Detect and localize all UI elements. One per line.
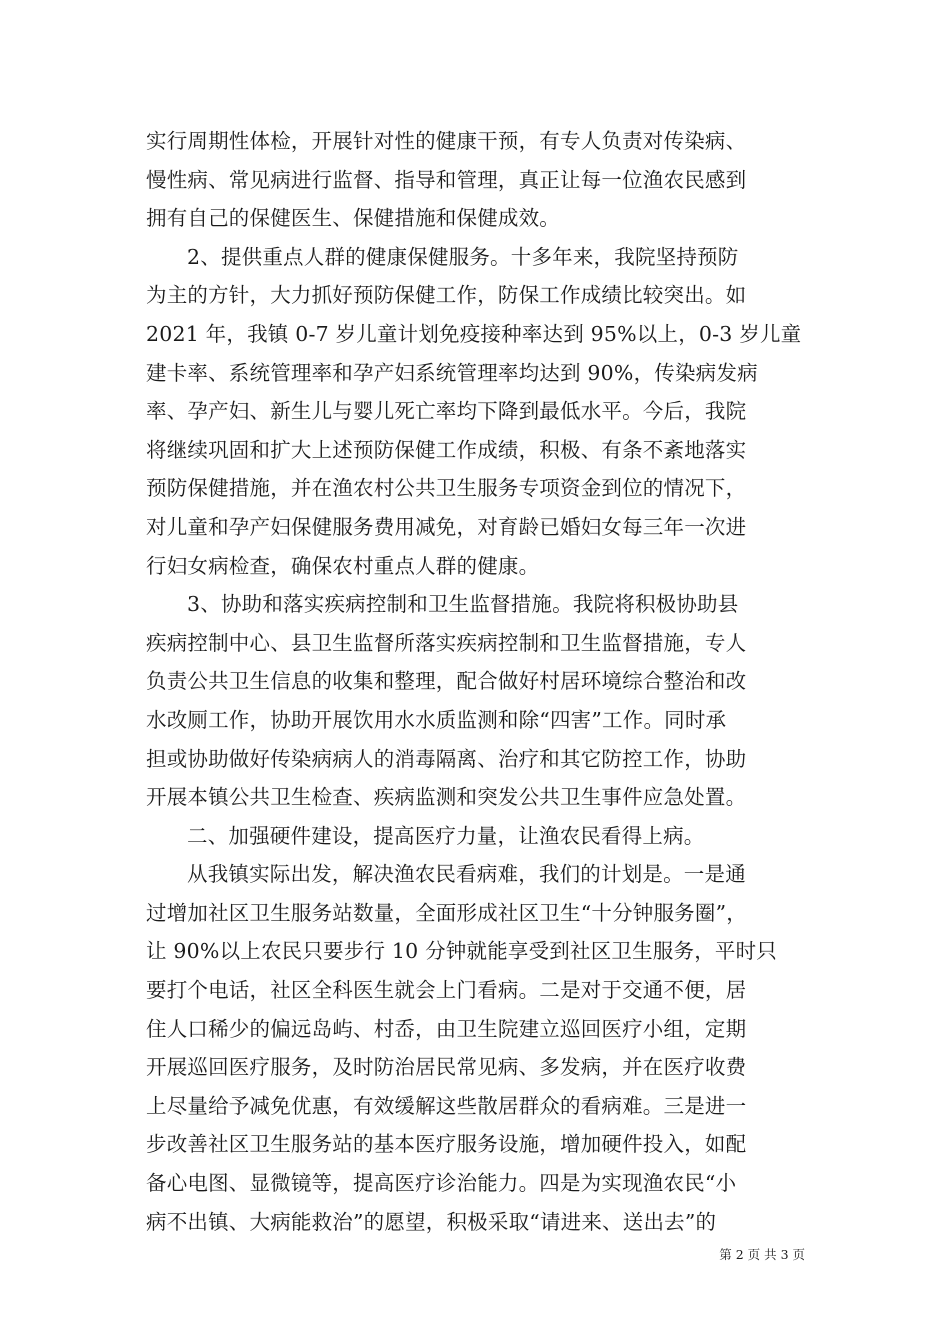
text-line: 2021 年，我镇 0-7 岁儿童计划免疫接种率达到 95%以上，0-3 岁儿童 (146, 321, 802, 346)
text-line: 上尽量给予减免优惠，有效缓解这些散居群众的看病难。三是进一 (146, 1093, 747, 1118)
text-line: 2、提供重点人群的健康保健服务。十多年来，我院坚持预防 (187, 244, 739, 269)
text-line: 过增加社区卫生服务站数量，全面形成社区卫生“十分钟服务圈”， (146, 900, 747, 925)
text-line: 行妇女病检查，确保农村重点人群的健康。 (146, 553, 540, 578)
text-line: 实行周期性体检，开展针对性的健康干预，有专人负责对传染病、 (146, 129, 747, 153)
text-line: 备心电图、显微镜等，提高医疗诊治能力。四是为实现渔农民“小 (146, 1171, 737, 1196)
text-line: 二、加强硬件建设，提高医疗力量，让渔农民看得上病。 (187, 823, 705, 848)
text-line: 让 90%以上农民只要步行 10 分钟就能享受到社区卫生服务，平时只 (146, 939, 777, 964)
text-line: 负责公共卫生信息的收集和整理，配合做好村居环境综合整治和改 (146, 669, 747, 694)
text-line: 开展巡回医疗服务，及时防治居民常见病、多发病，并在医疗收费 (146, 1055, 747, 1080)
text-line: 水改厕工作，协助开展饮用水水质监测和除“四害”工作。同时承 (146, 707, 727, 732)
text-line: 对儿童和孕产妇保健服务费用减免，对育龄已婚妇女每三年一次进 (146, 514, 747, 539)
text-line: 要打个电话，社区全科医生就会上门看病。二是对于交通不便，居 (146, 978, 747, 1003)
text-line: 慢性病、常见病进行监督、指导和管理，真正让每一位渔农民感到 (146, 167, 747, 192)
document-body (146, 122, 816, 1241)
text-line: 拥有自己的保健医生、保健措施和保健成效。 (146, 206, 560, 231)
text-line: 病不出镇、大病能救治”的愿望，积极采取“请进来、送出去”的 (146, 1209, 717, 1234)
text-line: 率、孕产妇、新生儿与婴儿死亡率均下降到最低水平。今后，我院 (146, 399, 747, 424)
text-line: 建卡率、系统管理率和孕产妇系统管理率均达到 90%，传染病发病 (146, 360, 758, 385)
text-line: 3、协助和落实疾病控制和卫生监督措施。我院将积极协助县 (187, 592, 739, 617)
text-line: 住人口稀少的偏远岛屿、村岙，由卫生院建立巡回医疗小组，定期 (146, 1016, 747, 1041)
text-line: 担或协助做好传染病病人的消毒隔离、治疗和其它防控工作，协助 (146, 746, 747, 771)
text-line: 预防保健措施，并在渔农村公共卫生服务专项资金到位的情况下， (146, 476, 747, 501)
text-line: 疾病控制中心、县卫生监督所落实疾病控制和卫生监督措施，专人 (146, 630, 747, 655)
text-line: 步改善社区卫生服务站的基本医疗服务设施，增加硬件投入，如配 (146, 1132, 747, 1157)
text-line: 从我镇实际出发，解决渔农民看病难，我们的计划是。一是通 (187, 862, 746, 887)
page-number-footer: 第 2 页 共 3 页 (719, 1247, 805, 1262)
text-line: 开展本镇公共卫生检查、疾病监测和突发公共卫生事件应急处置。 (146, 785, 747, 810)
text-line: 将继续巩固和扩大上述预防保健工作成绩，积极、有条不紊地落实 (146, 437, 747, 462)
text-line: 为主的方针，大力抓好预防保健工作，防保工作成绩比较突出。如 (146, 283, 747, 308)
